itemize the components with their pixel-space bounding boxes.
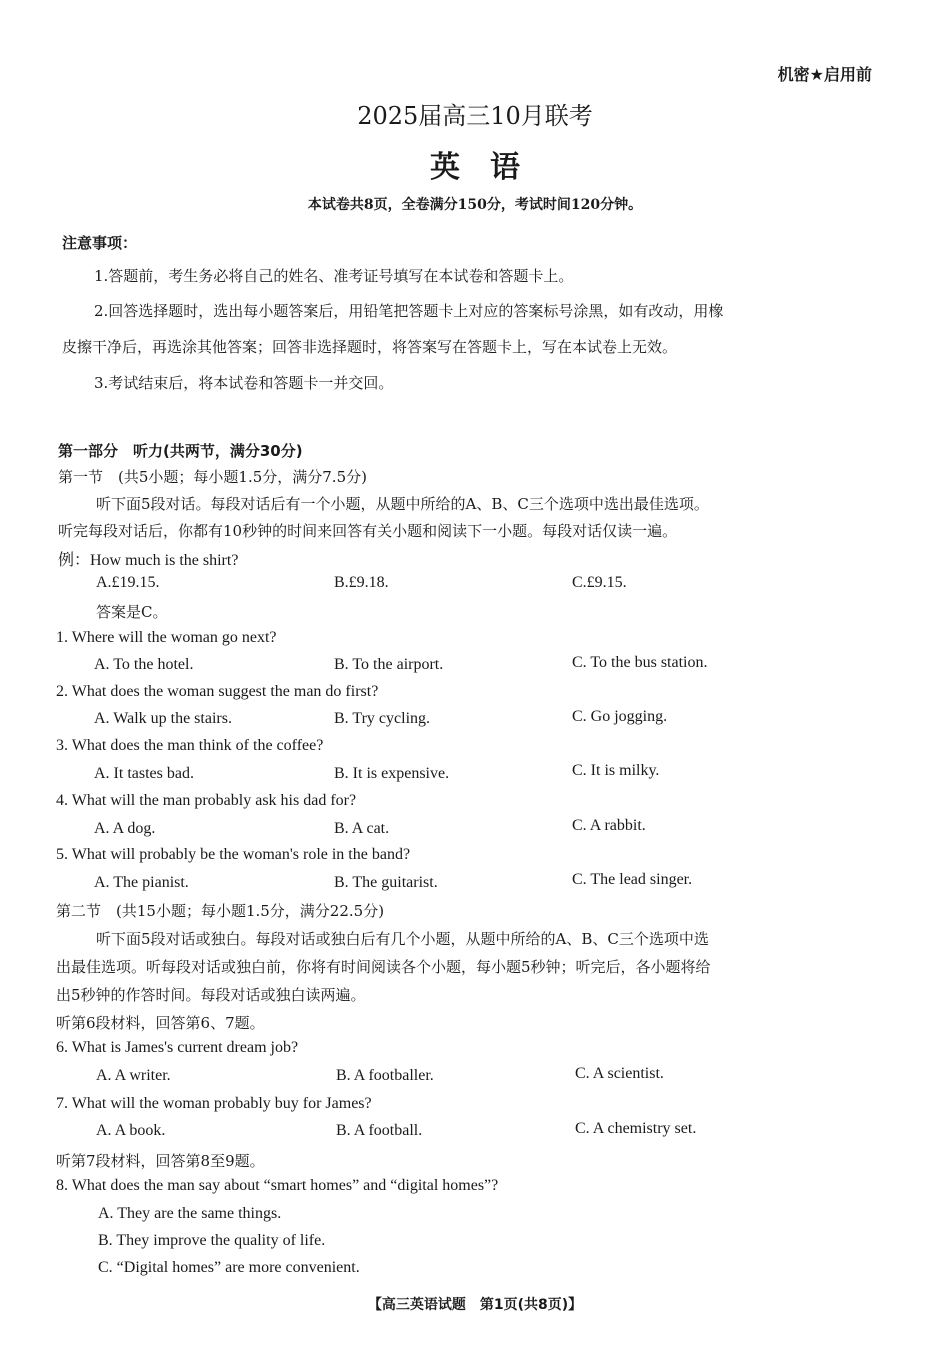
example-option: B.£9.18. bbox=[334, 574, 389, 591]
option: A. A dog. bbox=[94, 820, 156, 837]
option: C. A scientist. bbox=[575, 1065, 664, 1082]
option: A. A writer. bbox=[96, 1067, 171, 1084]
option: B. A footballer. bbox=[336, 1067, 434, 1084]
section2-instruction: 出5秒钟的作答时间。每段对话或独白读两遍。 bbox=[56, 986, 366, 1004]
question: 6. What is James's current dream job? bbox=[56, 1039, 299, 1056]
option: A. To the hotel. bbox=[94, 656, 194, 673]
example-answer: 答案是C。 bbox=[96, 603, 168, 621]
notice-item: 3.考试结束后，将本试卷和答题卡一并交回。 bbox=[94, 374, 394, 392]
notice-heading: 注意事项： bbox=[62, 234, 138, 252]
notice-item: 1.答题前，考生务必将自己的姓名、准考证号填写在本试卷和答题卡上。 bbox=[94, 267, 574, 285]
notice-item: 皮擦干净后，再选涂其他答案；回答非选择题时，将答案写在答题卡上，写在本试卷上无效。 bbox=[62, 338, 678, 356]
exam-title: 2025届高三10月联考 bbox=[357, 102, 593, 130]
option: B. To the airport. bbox=[334, 656, 444, 673]
option: A. They are the same things. bbox=[98, 1205, 282, 1222]
option: B. The guitarist. bbox=[334, 874, 438, 891]
question: 1. Where will the woman go next? bbox=[56, 629, 277, 646]
part1-heading: 第一部分 听力(共两节，满分30分) bbox=[58, 442, 303, 460]
option: A. The pianist. bbox=[94, 874, 189, 891]
section1-instruction: 听下面5段对话。每段对话后有一个小题，从题中所给的A、B、C三个选项中选出最佳选项。 bbox=[96, 495, 709, 513]
question: 2. What does the woman suggest the man do first? bbox=[56, 683, 379, 700]
question: 7. What will the woman probably buy for James? bbox=[56, 1095, 372, 1112]
confidential-label: 机密★启用前 bbox=[777, 65, 872, 84]
option: C. Go jogging. bbox=[572, 708, 668, 725]
option: B. A cat. bbox=[334, 820, 390, 837]
question: 4. What will the man probably ask his dad for? bbox=[56, 792, 357, 809]
section2-instruction: 听下面5段对话或独白。每段对话或独白后有几个小题，从题中所给的A、B、C三个选项中选 bbox=[96, 930, 709, 948]
option: B. A football. bbox=[336, 1122, 423, 1139]
example-option: C.£9.15. bbox=[572, 574, 627, 591]
notice-item: 2.回答选择题时，选出每小题答案后，用铅笔把答题卡上对应的答案标号涂黑，如有改动，用橡 bbox=[94, 302, 724, 320]
option: B. Try cycling. bbox=[334, 710, 431, 727]
exam-info: 本试卷共8页，全卷满分150分，考试时间120分钟。 bbox=[307, 197, 643, 213]
option: B. They improve the quality of life. bbox=[98, 1232, 326, 1249]
option: B. It is expensive. bbox=[334, 765, 450, 782]
example-option: A.£19.15. bbox=[96, 574, 160, 591]
material-label: 听第7段材料，回答第8至9题。 bbox=[56, 1152, 265, 1170]
option: C. It is milky. bbox=[572, 762, 660, 779]
section1-instruction: 听完每段对话后，你都有10秒钟的时间来回答有关小题和阅读下一小题。每段对话仅读一遍。 bbox=[58, 522, 678, 540]
question: 5. What will probably be the woman's role in the band? bbox=[56, 846, 411, 863]
option: C. “Digital homes” are more convenient. bbox=[98, 1259, 360, 1276]
material-label: 听第6段材料，回答第6、7题。 bbox=[56, 1014, 265, 1032]
subject-title: 英语 bbox=[430, 150, 550, 185]
question: 3. What does the man think of the coffee? bbox=[56, 737, 324, 754]
option: A. A book. bbox=[96, 1122, 166, 1139]
section2-instruction: 出最佳选项。听每段对话或独白前，你将有时间阅读各个小题，每小题5秒钟；听完后，各小题将给 bbox=[56, 958, 711, 976]
section2-heading: 第二节 (共15小题；每小题1.5分，满分22.5分) bbox=[56, 902, 385, 920]
option: A. Walk up the stairs. bbox=[94, 710, 232, 727]
option: C. A chemistry set. bbox=[575, 1120, 697, 1137]
question: 8. What does the man say about “smart homes” and “digital homes”? bbox=[56, 1177, 499, 1194]
option: C. To the bus station. bbox=[572, 654, 708, 671]
section1-heading: 第一节 (共5小题；每小题1.5分，满分7.5分) bbox=[58, 468, 367, 486]
option: C. The lead singer. bbox=[572, 871, 693, 888]
example-question: 例：How much is the shirt? bbox=[58, 552, 239, 569]
option: C. A rabbit. bbox=[572, 817, 646, 834]
page-footer: 【高三英语试题 第1页(共8页)】 bbox=[367, 1297, 583, 1313]
option: A. It tastes bad. bbox=[94, 765, 194, 782]
